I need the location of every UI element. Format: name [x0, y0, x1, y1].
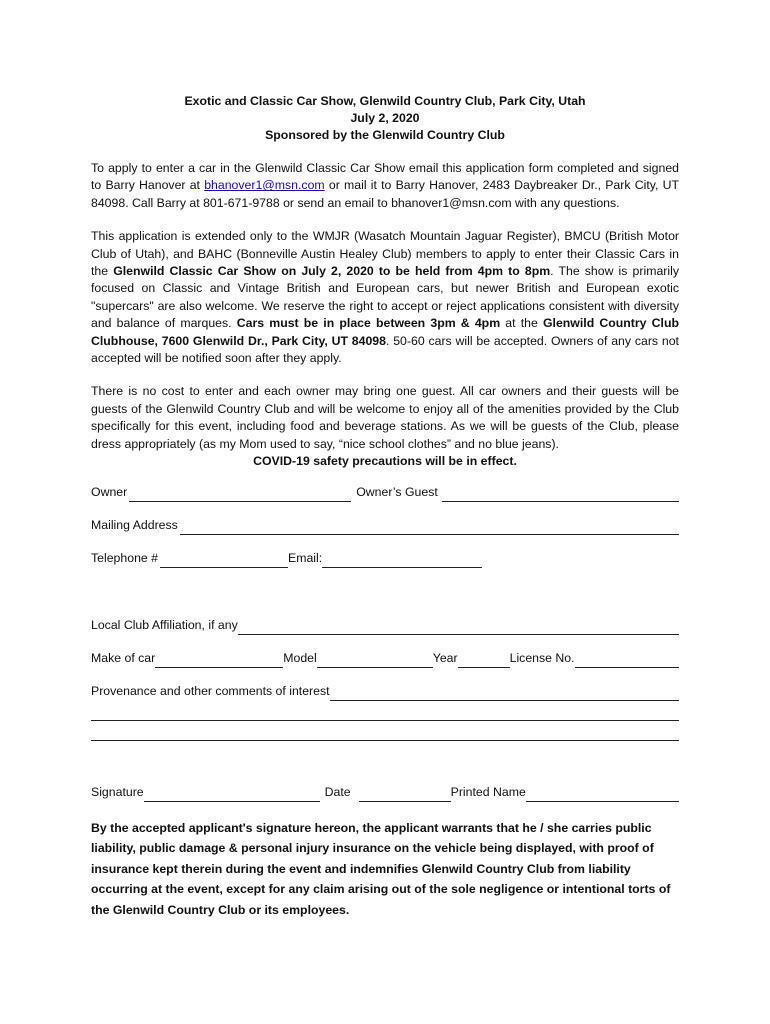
date-label: Date	[324, 785, 351, 800]
document-title: Exotic and Classic Car Show, Glenwild Country Club, Park City, Utah	[184, 94, 586, 108]
telephone-field[interactable]	[160, 554, 288, 568]
owner-row	[91, 485, 679, 502]
provenance-field[interactable]	[330, 687, 679, 701]
make-field[interactable]	[155, 654, 283, 668]
email-label: Email:	[288, 551, 323, 566]
covid-notice: COVID-19 safety precautions will be in effect.	[253, 454, 517, 469]
model-field[interactable]	[317, 654, 433, 668]
email-field[interactable]	[322, 554, 482, 568]
application-form	[91, 93, 679, 936]
owner-guest-field[interactable]	[442, 488, 679, 502]
email-link[interactable]: bhanover1@msn.com	[204, 178, 325, 193]
provenance-row	[91, 684, 679, 701]
owner-label: Owner	[91, 485, 128, 500]
cost-paragraph: There is no cost to enter and each owner may bring one guest. All car owners and their guests will be guests of the Glenwild Country Club and will be welcome to enjoy all of the amenities provided by the Club specifically for this event, including food and beverage stations. As we will be guests of the Club, please dress appropriately (as my Mom used to say, “nice school clothes” and no blue jeans).	[91, 384, 679, 451]
make-label: Make of car	[91, 651, 156, 666]
event-date: July 2, 2020	[350, 111, 420, 125]
mailing-address-field[interactable]	[180, 521, 679, 535]
license-field[interactable]	[575, 654, 679, 668]
signature-label: Signature	[91, 785, 144, 800]
owner-guest-label: Owner’s Guest	[356, 485, 438, 500]
license-label: License No.	[509, 651, 575, 666]
printed-name-field[interactable]	[526, 788, 679, 802]
signature-row	[91, 785, 679, 802]
model-label: Model	[283, 651, 317, 666]
vehicle-row	[91, 651, 679, 668]
club-field[interactable]	[238, 621, 679, 635]
phone-row	[91, 551, 679, 568]
intro-paragraph: To apply to enter a car in the Glenwild Classic Car Show email this application form completed and signed to Barry Hanover at bhanover1@msn.com or mail it to Barry Hanover, 2483 Daybreaker Dr., Park City, UT 84098. Call Barry at 801-671-9788 or send an email to bhanover1@msn.com with any questions.	[91, 161, 679, 210]
club-label: Local Club Affiliation, if any	[91, 618, 238, 633]
sponsor-line: Sponsored by the Glenwild Country Club	[265, 128, 505, 142]
signature-field[interactable]	[144, 788, 320, 802]
eligibility-paragraph: This application is extended only to the WMJR (Wasatch Mountain Jaguar Register), BMCU (British Motor Club of Utah), and BAHC (Bonneville Austin Healey Club) members to apply to enter their Classic Cars in the Glenwild Classic Car Show on July 2, 2020 to be held from 4pm to 8pm. The show is primarily focused on Classic and Vintage British and European cars, but newer British and European exotic "supercars" are also welcome. We reserve the right to accept or reject applications consistent with diversity and balance of marques. Cars must be in place between 3pm & 4pm at the Glenwild Country Club Clubhouse, 7600 Glenwild Dr., Park City, UT 84098. 50-60 cars will be accepted. Owners of any cars not accepted will be notified soon after they apply.	[91, 229, 679, 366]
printed-name-label: Printed Name	[450, 785, 526, 800]
liability-statement: By the accepted applicant's signature hereon, the applicant warrants that he / she carries public liability, public damage & personal injury insurance on the vehicle being displayed, with proof of insurance kept therein during the event and indemnifies Glenwild Country Club from liability occurring at the event, except for any claim arising out of the sole negligence or intentional torts of the Glenwild Country Club or its employees.	[91, 820, 671, 917]
owner-field[interactable]	[129, 488, 351, 502]
year-field[interactable]	[458, 654, 510, 668]
document-header	[91, 93, 679, 144]
mailing-address-label: Mailing Address	[91, 518, 178, 533]
telephone-label: Telephone #	[91, 551, 159, 566]
date-field[interactable]	[359, 788, 451, 802]
year-label: Year	[432, 651, 458, 666]
provenance-label: Provenance and other comments of interest	[91, 684, 330, 699]
mailing-row	[91, 518, 679, 535]
club-row	[91, 618, 679, 635]
